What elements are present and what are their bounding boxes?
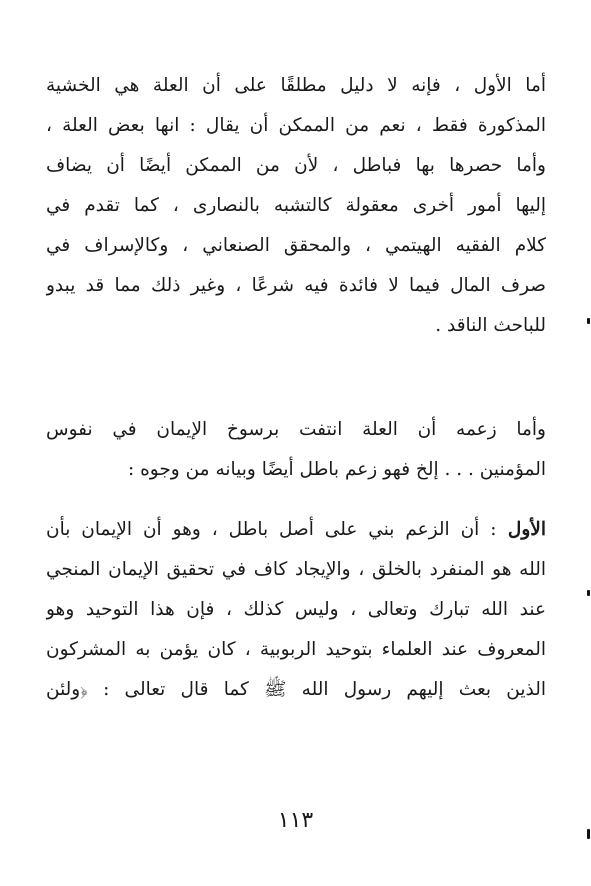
bold-lead-word: الأول [496, 519, 546, 540]
text-line: الله هو المنفرد بالخلق ، والإيجاد كاف في تحقيق الإيمان المنجي [46, 559, 546, 580]
text-line: صرف المال فيما لا فائدة فيه شرعًا ، وغير ذلك مما قد يبدو [46, 275, 546, 296]
text-line: المعروف عند العلماء بتوحيد الربوبية ، كان يؤمن به المشركون [46, 639, 546, 660]
paragraph-second-claim [46, 410, 546, 490]
margin-dot-mark [587, 318, 590, 324]
text-line: المؤمنين . . . إلخ فهو زعم باطل أيضًا وبيانه من وجوه : [127, 459, 546, 480]
text-line: إليها أمور أخرى معقولة كالتشبه بالنصارى ، كما تقدم في [46, 195, 546, 216]
paragraph-first-aspect [46, 510, 546, 710]
text-line-with-lead [46, 510, 546, 550]
text-line: عند الله تبارك وتعالى ، وليس كذلك ، فإن هذا التوحيد وهو [46, 599, 546, 620]
margin-dot-mark [587, 590, 590, 596]
text-line: أما الأول ، فإنه لا دليل مطلقًا على أن العلة هي الخشية [46, 75, 546, 96]
text-line: وأما زعمه أن العلة انتفت برسوخ الإيمان في نفوس [46, 419, 546, 440]
text-line: الذين بعث إليهم رسول الله ﷺ كما قال تعالى : ﴿ولئن [46, 679, 546, 700]
paragraph-first-point [46, 66, 546, 346]
margin-dot-mark [587, 829, 590, 839]
text-line: للباحث الناقد . [435, 315, 546, 336]
text-line: المذكورة فقط ، نعم من الممكن أن يقال : انها بعض العلة ، [46, 115, 546, 136]
text-line: وأما حصرها بها فباطل ، لأن من الممكن أيضًا أن يضاف [46, 155, 546, 176]
page-number: ١١٣ [277, 808, 314, 833]
lead-line-text: : أن الزعم بني على أصل باطل ، وهو أن الإيمان بأن [46, 519, 497, 540]
text-line: كلام الفقيه الهيتمي ، والمحقق الصنعاني ، وكالإسراف في [46, 235, 546, 256]
